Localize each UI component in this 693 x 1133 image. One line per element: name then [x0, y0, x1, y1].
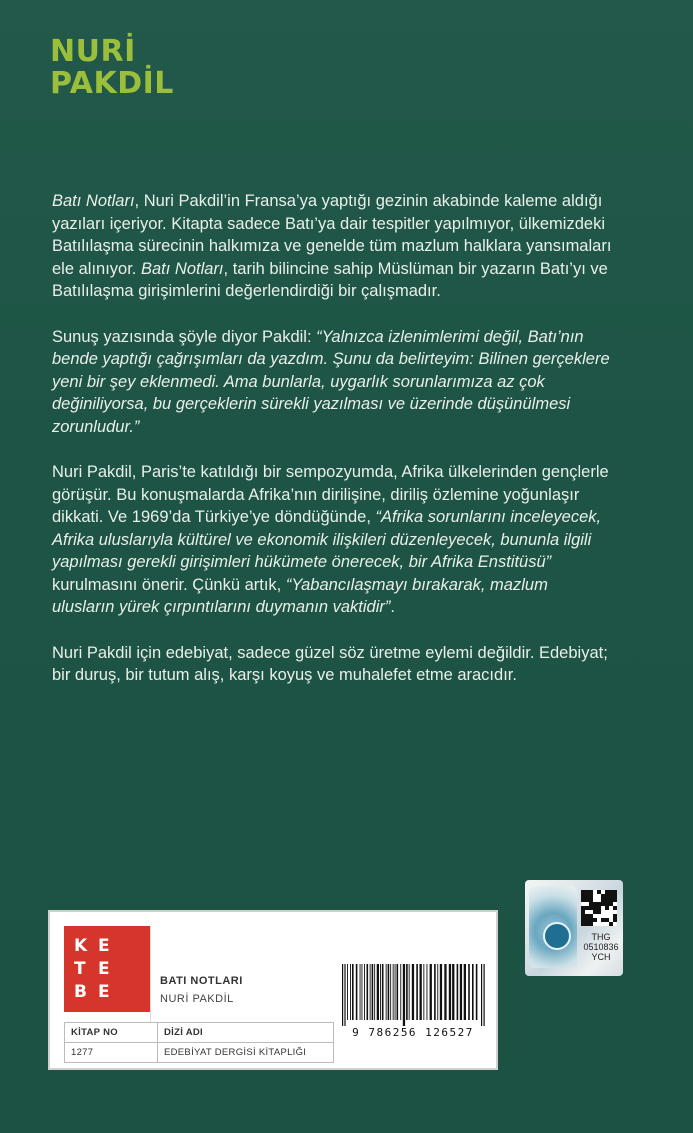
- hologram-sticker: [525, 880, 623, 976]
- sticker-code-line: THG: [591, 932, 611, 942]
- barcode-bar: [388, 964, 390, 1020]
- qr-module: [613, 898, 617, 902]
- barcode-bar: [449, 964, 451, 1020]
- logo-letter: T: [74, 959, 86, 979]
- qr-module: [589, 922, 593, 926]
- barcode-bar: [393, 964, 394, 1020]
- text-run: .: [390, 598, 395, 616]
- barcode-bar: [472, 964, 474, 1020]
- barcode-bar: [386, 964, 387, 1020]
- barcode-bar: [347, 964, 348, 1020]
- barcode-bar: [409, 964, 410, 1020]
- text-run: Nuri Pakdil, Paris’te katıldığı bir sempozyumda, Afrika ülkelerinden gençlerle görüşür. Bu konuşmalarda Afrika’nın dirilişine, diriliş özlemine yoğunlaşır dikkati. Ve 1969’da Türkiye’ye döndüğünde,: [52, 463, 609, 526]
- barcode-bar: [377, 964, 379, 1020]
- barcode-bar: [484, 964, 485, 1026]
- barcode-bar: [372, 964, 374, 1020]
- barcode-bar: [344, 964, 345, 1026]
- barcode: [338, 964, 488, 1044]
- barcode-bar: [380, 964, 381, 1020]
- book-title: BATI NOTLARI: [160, 975, 243, 987]
- kitap-no-header: KİTAP NO: [65, 1023, 158, 1043]
- barcode-bar: [390, 964, 391, 1020]
- sticker-code-line: 0510836: [583, 942, 619, 952]
- book-info-card: [48, 910, 498, 1070]
- italic-run: “Yalnızca izlenimlerimi değil, Batı’nın bende yaptığı çağrışımları da yazdım. Şunu da belirteyim: Bilinen gerçeklere yeni bir şey eklenmedi. Ama bunlarla, uygarlık sorunlarımıza az çok değiniliyorsa, bu gerçeklerin sürekli yazılması ve üzerinde düşünülmesi zorunludur.”: [52, 327, 610, 436]
- isbn-number: 9 786256 126527: [352, 1026, 474, 1039]
- barcode-bar: [400, 964, 401, 1020]
- blurb-paragraph: [52, 190, 612, 303]
- barcode-bar: [468, 964, 470, 1020]
- barcode-bar: [437, 964, 438, 1020]
- text-run: , tarih bilincine sahip Müslüman bir yazarın Batı’yı ve Batılılaşma girişimlerini değerlendirdiği bir çalışmadır.: [52, 259, 608, 300]
- qr-module: [609, 922, 613, 926]
- barcode-bar: [416, 964, 418, 1020]
- card-divider: [150, 926, 151, 1022]
- barcode-bar: [427, 964, 428, 1020]
- barcode-bars: [340, 964, 486, 1026]
- logo-letter: B: [74, 982, 87, 1002]
- italic-run: “Yabancılaşmayı bırakarak, mazlum ulusların yürek çırpıntılarını duymanın vaktidir”: [52, 575, 548, 616]
- barcode-bar: [406, 964, 408, 1020]
- author-last-name: PAKDİL: [50, 66, 174, 101]
- barcode-bar: [342, 964, 343, 1026]
- barcode-bar: [350, 964, 351, 1020]
- qr-module: [605, 906, 609, 910]
- blurb-paragraph: [52, 642, 612, 687]
- barcode-bar: [452, 964, 454, 1020]
- barcode-bar: [434, 964, 436, 1020]
- barcode-bar: [360, 964, 361, 1020]
- barcode-bar: [423, 964, 424, 1020]
- blurb-paragraph: [52, 326, 612, 439]
- book-details-table: [64, 1022, 334, 1063]
- barcode-bar: [481, 964, 482, 1026]
- blurb-text: [52, 190, 612, 710]
- sticker-code-line: YCH: [591, 952, 611, 962]
- hologram-seal: [529, 886, 577, 968]
- dizi-adi-value: EDEBİYAT DERGİSİ KİTAPLIĞI: [158, 1043, 334, 1063]
- blurb-paragraph: [52, 461, 612, 619]
- barcode-bar: [476, 964, 478, 1020]
- text-run: Nuri Pakdil için edebiyat, sadece güzel söz üretme eylemi değildir. Edebiyat; bir duruş, bir tutum alış, karşı koyuş ve muhalefet etme aracıdır.: [52, 643, 608, 684]
- qr-code-icon: [581, 890, 617, 926]
- qr-module: [593, 918, 597, 922]
- barcode-bar: [412, 964, 414, 1020]
- publisher-logo: [64, 926, 150, 1012]
- author-first-name: NURİ: [50, 34, 136, 69]
- text-run: Sunuş yazısında şöyle diyor Pakdil:: [52, 327, 317, 346]
- seal-emblem-icon: [543, 922, 571, 950]
- barcode-bar: [460, 964, 462, 1020]
- barcode-bar: [352, 964, 354, 1020]
- logo-letter: E: [98, 936, 110, 956]
- qr-module: [613, 918, 617, 922]
- logo-letter: K: [74, 936, 88, 956]
- barcode-bar: [356, 964, 358, 1020]
- barcode-bar: [440, 964, 442, 1020]
- barcode-bar: [395, 964, 396, 1020]
- qr-module: [597, 910, 601, 914]
- barcode-bar: [397, 964, 399, 1020]
- barcode-bar: [430, 964, 432, 1020]
- logo-letter: E: [98, 959, 110, 979]
- text-run: kurulmasını önerir. Çünkü artık,: [52, 575, 286, 594]
- barcode-bar: [370, 964, 371, 1020]
- qr-module: [613, 906, 617, 910]
- kitap-no-value: 1277: [65, 1043, 158, 1063]
- barcode-bar: [457, 964, 459, 1020]
- barcode-bar: [444, 964, 446, 1020]
- barcode-bar: [403, 964, 405, 1026]
- italic-run: Batı Notları: [52, 192, 135, 210]
- barcode-bar: [420, 964, 422, 1020]
- barcode-bar: [364, 964, 365, 1020]
- barcode-bar: [367, 964, 369, 1020]
- italic-run: “Afrika sorunlarını inceleyecek, Afrika uluslarıyla kültürel ve ekonomik ilişkileri düzenleyecek, bununla ilgili yapılması gerekli girişimleri hükümete önerecek, bir Afrika Enstitüsü”: [52, 508, 602, 571]
- barcode-bar: [464, 964, 466, 1020]
- logo-letter: E: [98, 982, 110, 1002]
- author-name: [50, 36, 174, 100]
- barcode-bar: [374, 964, 375, 1020]
- dizi-adi-header: DİZİ ADI: [158, 1023, 334, 1043]
- sticker-code: [579, 932, 623, 962]
- italic-run: Batı Notları: [140, 259, 224, 278]
- text-run: , Nuri Pakdil’in Fransa’ya yaptığı gezinin akabinde kaleme aldığı yazıları içeriyor. Kitapta sadece Batı’ya dair tespitler yapılmıyor, ülkemizdeki Batılılaşma sürecinin halkımıza ve genelde tüm mazlum halklara yansımaları ele alınıyor.: [52, 192, 612, 278]
- book-author: NURİ PAKDİL: [160, 993, 234, 1005]
- barcode-bar: [362, 964, 363, 1020]
- barcode-bar: [382, 964, 384, 1020]
